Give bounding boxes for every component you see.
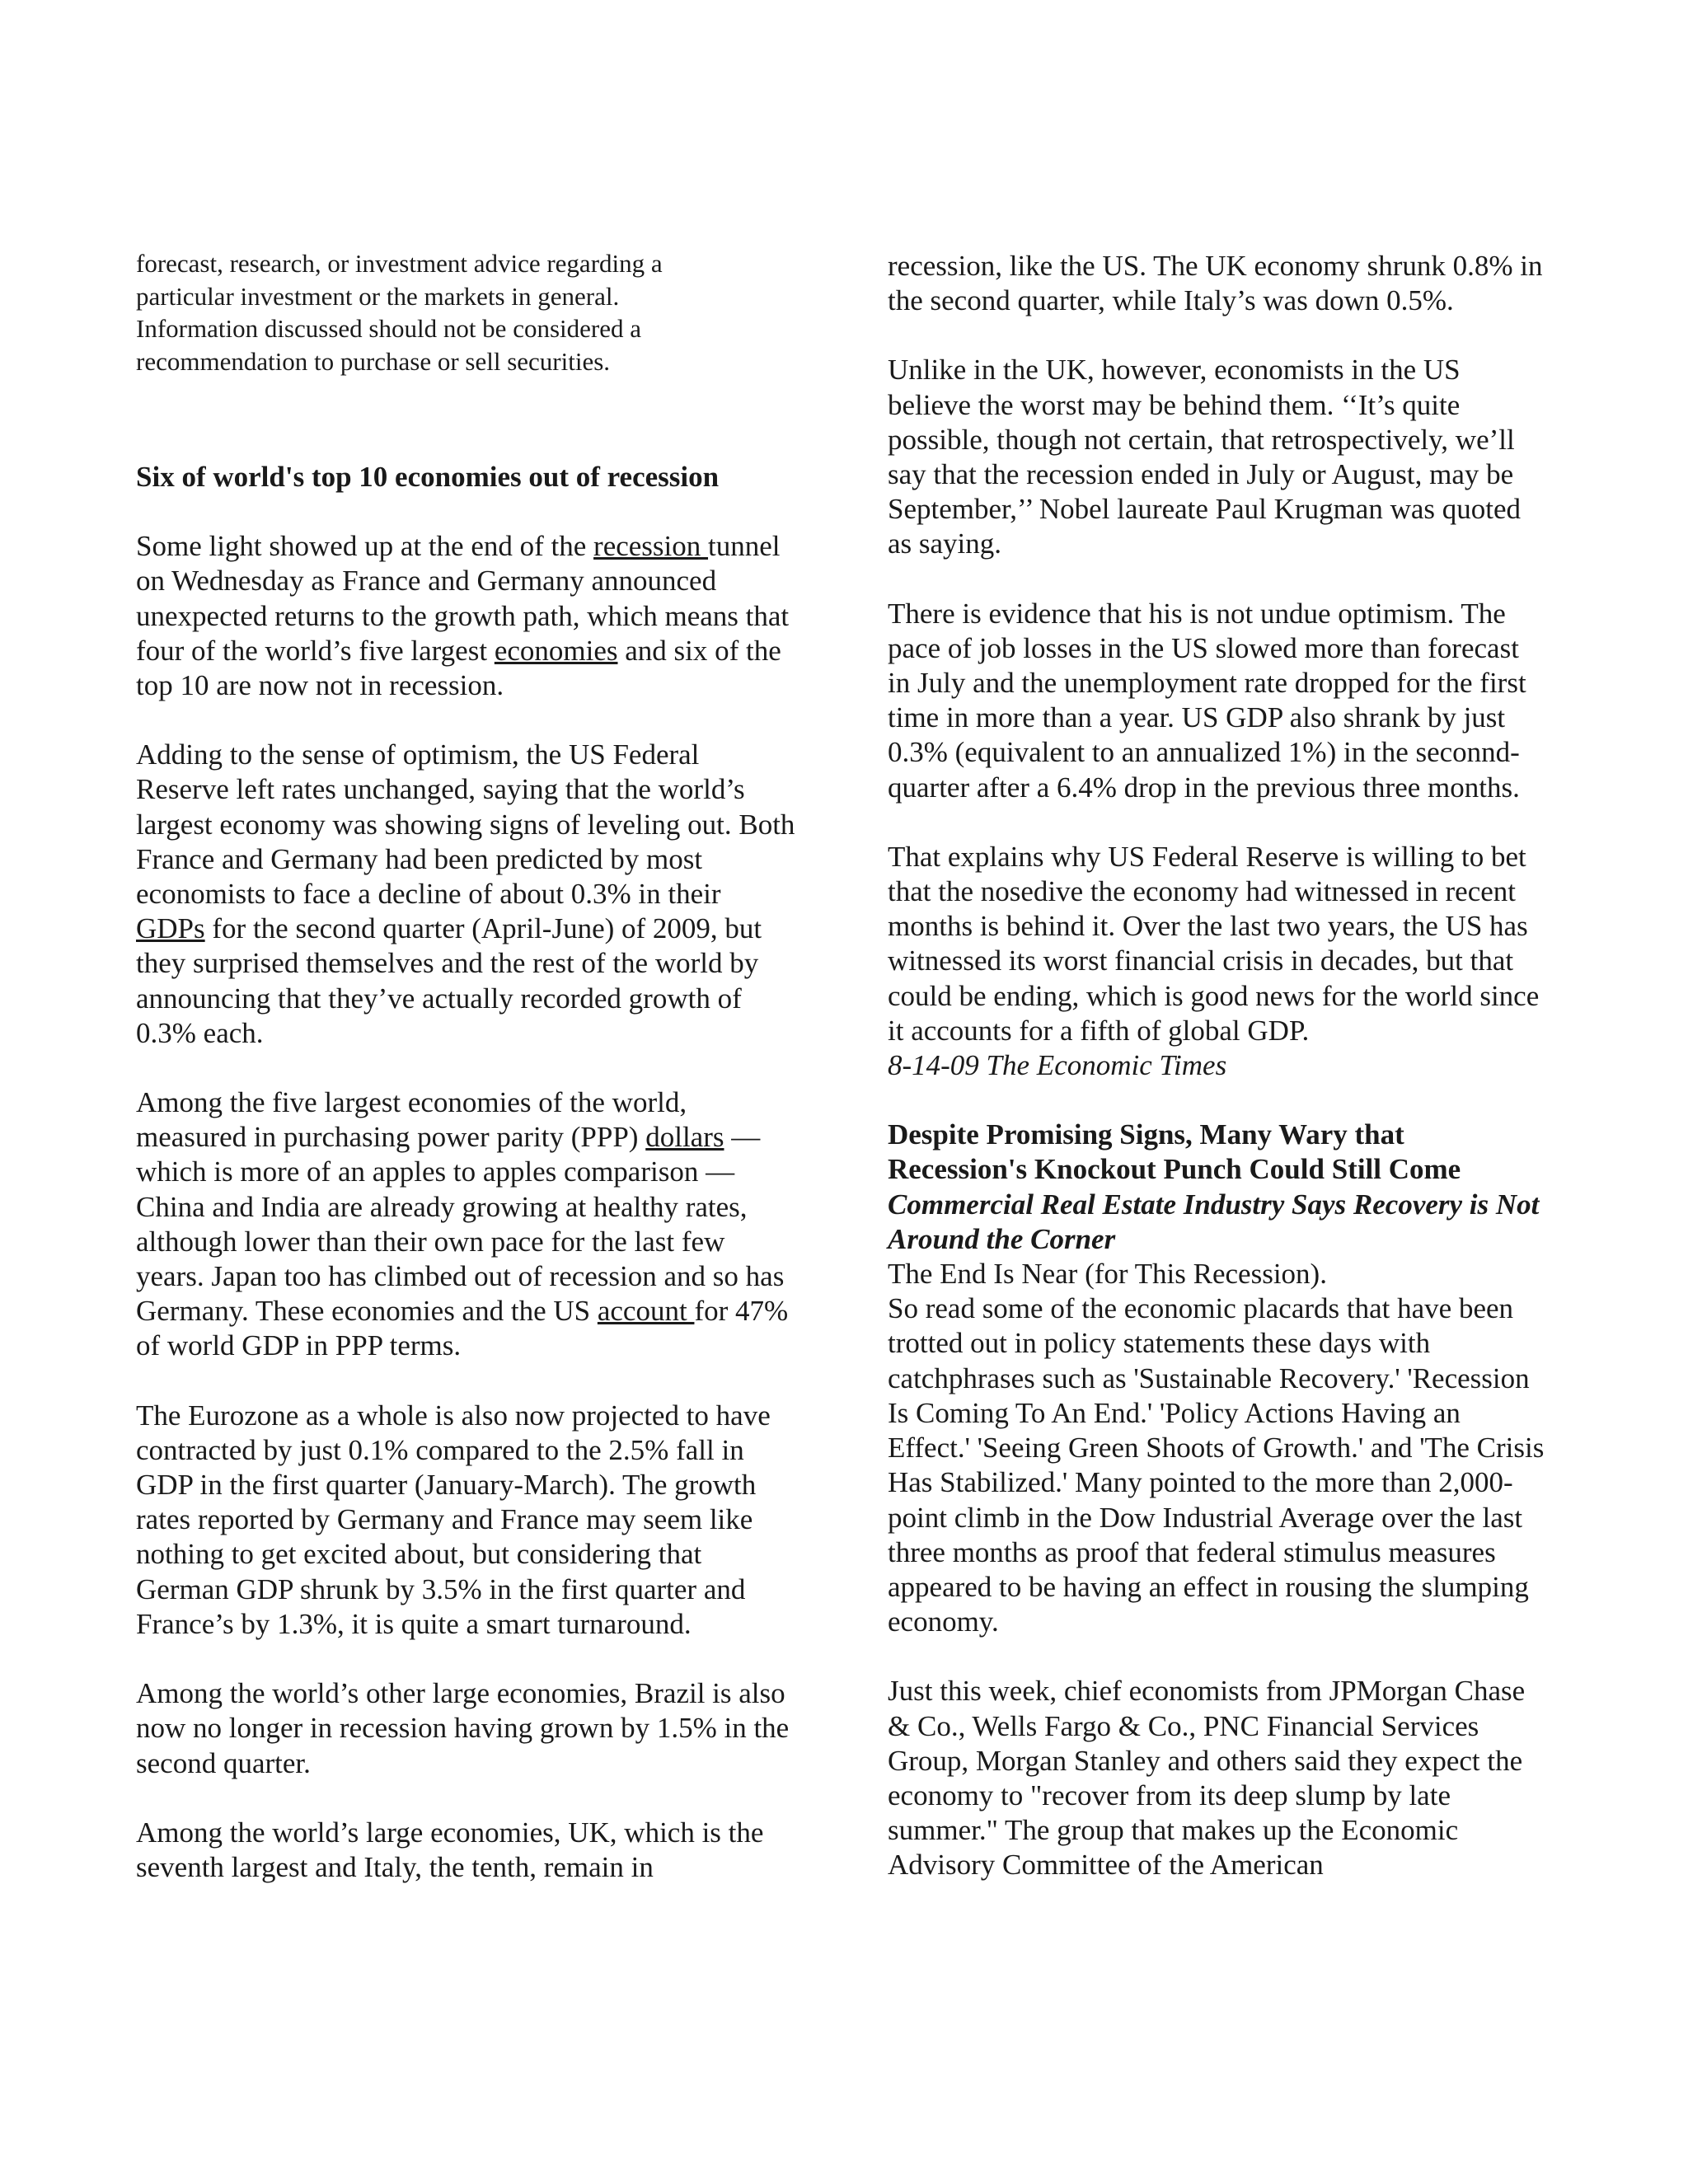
article-subheadline: Commercial Real Estate Industry Says Recovery is Not Around the Corner	[888, 1188, 1540, 1255]
paragraph: Just this week, chief economists from JPMorgan Chase & Co., Wells Fargo & Co., PNC Financial Services Group, Morgan Stanley and others said they expect the economy to "recover from its deep slump by late summer." The group that makes up the Economic Advisory Committee of the American	[888, 1675, 1526, 1882]
disclaimer-line: recommendation to purchase or sell securities.	[136, 346, 611, 376]
paragraph-text: Adding to the sense of optimism, the US Federal Reserve left rates unchanged, saying that the world’s largest economy was showing signs of leveling out. Both France and Germany had been predicted by most economists to face a decline of about 0.3% in their	[136, 738, 795, 911]
paragraph: Among the world’s other large economies, Brazil is also now no longer in recession having grown by 1.5% in the second quarter.	[136, 1677, 790, 1779]
paragraph: Effect.' 'Seeing Green Shoots of Growth.' and 'The Crisis Has Stabilized.' Many pointed to the more than 2,000-point climb in the Dow Industrial Average over the last three months as proof that federal stimulus measures appeared to be having an effect in rousing the slumping economy.	[888, 1432, 1545, 1638]
paragraph: Unlike in the UK, however, economists in the US believe the worst may be behind them. ‘‘It’s quite possible, though not certain, that retrospectively, we’ll say that the recession ended in July or August, may be September,’’ Nobel laureate Paul Krugman was quoted as saying.	[888, 354, 1522, 560]
paragraph-text: and six of the top 10 are now not in recession.	[136, 634, 781, 702]
link-recession[interactable]: recession	[593, 530, 709, 563]
disclaimer-line: particular investment or the markets in general.	[136, 281, 620, 311]
paragraph: The Eurozone as a whole is also now projected to have contracted by just 0.1% compared to the 2.5% fall in GDP in the first quarter (January-March). The growth rates reported by Germany and France may seem like nothing to get excited about, but considering that German GDP shrunk by 3.5% in the first quarter and France’s by 1.3%, it is quite a smart turnaround.	[136, 1399, 771, 1640]
paragraph: recession, like the US. The UK economy shrunk 0.8% in the second quarter, while Italy’s was down 0.5%.	[888, 250, 1543, 317]
link-account[interactable]: account	[597, 1295, 695, 1328]
article-headline: Six of world's top 10 economies out of recession	[136, 461, 720, 493]
article-headline: Despite Promising Signs, Many Wary that Recession's Knockout Punch Could Still Come	[888, 1118, 1461, 1186]
right-column	[888, 249, 1547, 1883]
paragraph-text: for 47% of world GDP in PPP terms.	[136, 1295, 789, 1362]
paragraph-text: for the second quarter (April-June) of 2009, but they surprised themselves and the rest of the world by announcing that they’ve actually recorded growth of 0.3% each.	[136, 912, 762, 1049]
paragraph: So read some of the economic placards that have been trotted out in policy statements these days with catchphrases such as 'Sustainable Recovery.' 'Recession Is Coming To An End.' 'Policy Actions Having an	[888, 1292, 1530, 1429]
link-economies[interactable]: economies	[494, 634, 618, 667]
paragraph: That explains why US Federal Reserve is willing to bet that the nosedive the economy had witnessed in recent months is behind it. Over the last two years, the US has witnessed its worst financial crisis in decades, but that could be ending, which is good news for the world since it accounts for a fifth of global GDP.	[888, 840, 1540, 1047]
article-source: 8-14-09 The Economic Times	[888, 1049, 1227, 1082]
disclaimer-line: Information discussed should not be considered a	[136, 314, 641, 343]
paragraph	[136, 529, 795, 703]
disclaimer-line: forecast, research, or investment advice regarding a	[136, 249, 663, 278]
paragraph-text: Among the five largest economies of the world, measured in purchasing power parity (PPP)	[136, 1086, 687, 1154]
paragraph	[136, 738, 795, 1051]
paragraph: The End Is Near (for This Recession).	[888, 1258, 1327, 1291]
paragraph-text: — which is more of an apples to apples comparison — China and India are already growing at healthy rates, although lower than their own pace for the last few years. Japan too has climbed out of recession and so has Germany. These economies and the US	[136, 1121, 785, 1328]
paragraph-text: Some light showed up at the end of the	[136, 530, 594, 563]
link-dollars[interactable]: dollars	[645, 1121, 724, 1154]
paragraph: There is evidence that his is not undue optimism. The pace of job losses in the US slowed more than forecast in July and the unemployment rate dropped for the first time in more than a year. US GDP also shrank by just 0.3% (equivalent to an annualized 1%) in the seconnd-quarter after a 6.4% drop in the previous three months.	[888, 597, 1526, 804]
link-gdps[interactable]: GDPs	[136, 912, 205, 945]
left-column	[136, 247, 795, 1885]
paragraph: Among the world’s large economies, UK, which is the seventh largest and Italy, the tenth, remain in	[136, 1816, 764, 1883]
paragraph	[136, 1085, 795, 1364]
disclaimer-text	[136, 247, 795, 377]
paragraph-text: tunnel on Wednesday as France and Germany announced unexpected returns to the growth path, which means that four of the world’s five largest	[136, 530, 790, 667]
